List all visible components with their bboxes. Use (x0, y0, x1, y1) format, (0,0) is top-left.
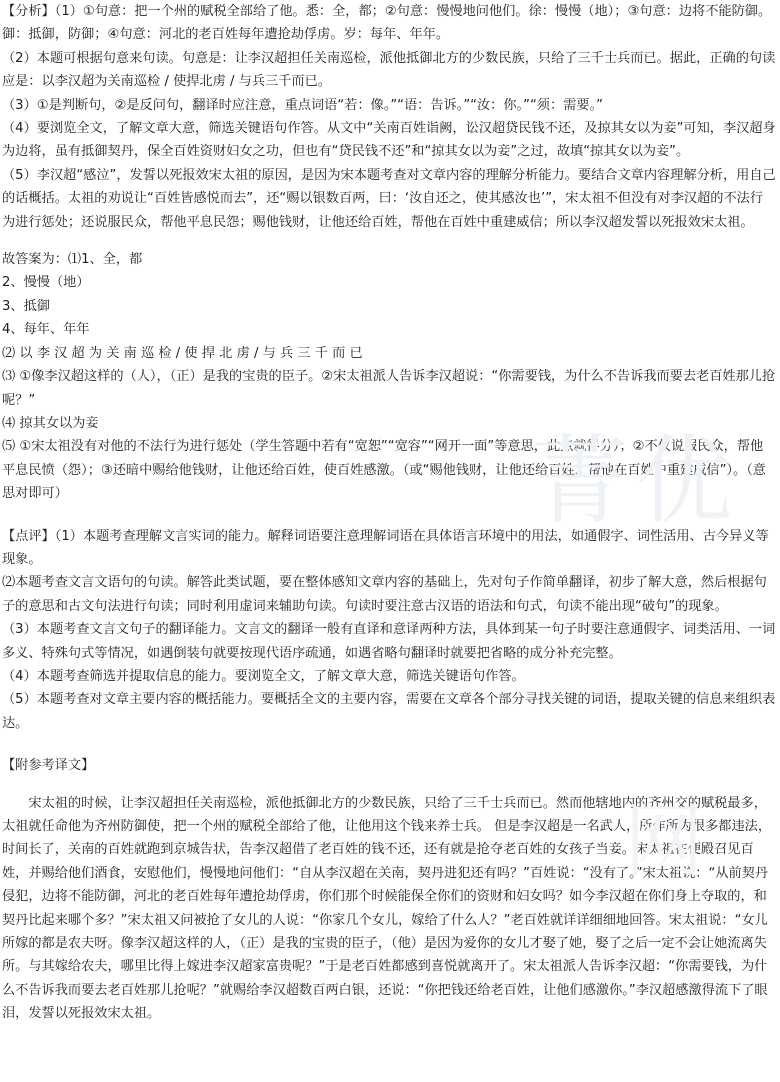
answer-line-4: 4、每年、年年 (2, 322, 90, 338)
answer-line-3: 3、抵御 (2, 298, 50, 314)
answer-punctuation: ⑵ 以 李 汉 超 为 关 南 巡 检 / 使 捍 北 虏 / 与 兵 三 千 而 已 (2, 345, 363, 361)
translation-text: 宋太祖的时候，让李汉超担任关南巡检，派他抵御北方的少数民族，只给了三千士兵而已。然而他辖地内的齐州交的赋税最多，太祖就任命他为齐州防御使，把一个州的赋税全部给了他，让他用这个钱来养士兵。 但是李汉超是一名武人，所作所为很多都违法，时间长了，关南的百姓就跑到京城告状，告李汉超借了老百姓的钱不还，还有就是抢夺老百姓的女孩子当妾。宋太祖在便殿召见百姓，并赐给他们酒食，安慰他们，慢慢地问他们：“自从李汉超在关南，契丹进犯还有吗？”百姓说：“没有了。”宋太祖说：“从前契丹侵犯，边将不能防御，河北的老百姓每年遭抢劫俘虏，你们那个时候能保全你们的资财和妇女吗？如今李汉超在你们身上夺取的，和契丹比起来哪个多？”宋太祖又问被抢了女儿的人说：“你家几个女儿，嫁给了什么人？”老百姓就详详细细地回答。宋太祖说：“女儿所嫁的都是农夫呀。像李汉超这样的人，（正）是我的宝贵的臣子，（他）是因为爱你的女儿才娶了她，娶了之后一定不会让她流离失所。与其嫁给农夫，哪里比得上嫁进李汉超家富贵呢？”于是老百姓都感到喜悦就离开了。宋太祖派人告诉李汉超：“你需要钱，为什么不告诉我而要去老百姓那儿抢呢？”就赐给李汉超数百两白银，还说：“你把钱还给老百姓，让他们感激你。”李汉超感激得流下了眼泪，发誓以死报效宋太祖。 (2, 795, 772, 1022)
comment-item-4: （4）本题考查筛选并提取信息的能力。要浏览全文，了解文章大意，筛选关键语句作答。 (2, 668, 525, 684)
watermark: 网 (624, 795, 710, 888)
comment-item-2: ⑵本题考查文言文语句的句读。解答此类试题，要在整体感知文章内容的基础上，先对句子作简单翻译，初步了解大意，然后根据句子的意思和古文句法进行句读；同时利用虚词来辅助句读。句读时要注意古汉语的语法和句式，句读不能出现“破句”的现象。 (2, 575, 767, 614)
comment-section (2, 525, 776, 736)
answer-translation: ⑶ ①像李汉超这样的（人），（正）是我的宝贵的臣子。②宋太祖派人告诉李汉超说：“你需要钱，为什么不告诉我而要去老百姓那儿抢呢？” (2, 369, 776, 408)
answer-line-2: 2、慢慢（地） (2, 275, 90, 291)
analysis-item-4: （4）要浏览全文，了解文章大意，筛选关键语句作答。从文中“关南百姓诣阙，讼汉超贷民钱不还，及掠其女以为妾”可知，李汉超身为边将，虽有抵御契丹，保全百姓资财妇女之功，但也有“贷民钱不还”和“掠其女以为妾”之过，故填“掠其女以为妾”。 (2, 121, 776, 160)
comment-item-3: （3）本题考查文言文句子的翻译能力。文言文的翻译一般有直译和意译两种方法，具体到某一句子时要注意通假字、词类活用、一词多义、特殊句式等情况，如遇倒装句就要按现代语序疏通，如遇省略句翻译时就要把省略的成分补充完整。 (2, 622, 776, 661)
translation-title: 【附参考译文】 (2, 758, 95, 774)
comment-title: 【点评】 (2, 528, 55, 544)
answer-intro: 故答案为：⑴1、全，都 (2, 252, 143, 268)
answer-fill: ⑷ 掠其女以为妾 (2, 415, 99, 431)
comment-item-1: 【点评】（1）本题考查理解文言实词的能力。解释词语要注意理解词语在具体语言环境中的用法，如通假字、词性活用、古今异义等现象。 (2, 528, 769, 567)
analysis-title: 【分析】 (2, 4, 55, 19)
answer-reason: ⑸ ①宋太祖没有对他的不法行为进行惩处（学生答题中若有“宽恕”“宽容”“网开一面”等意思，此点就得分）；②不仅说服民众，帮他平息民愤（怨）；③还暗中赐给他钱财，让他还给百姓，使百姓感激。（或“赐他钱财，让他还给百姓，帮他在百姓中重建威信”）。（意思对即可） (2, 439, 766, 502)
analysis-item-2: （2）本题可根据句意来句读。句意是：让李汉超担任关南巡检，派他抵御北方的少数民族，只给了三千士兵而已。据此，正确的句读应是：以李汉超为关南巡检 / 使捍北虏 / 与兵三千而已。 (2, 50, 776, 90)
analysis-section (2, 0, 776, 234)
analysis-item-1: 【分析】（1）①句意：把一个州的赋税全部给了他。悉：全，都；②句意：慢慢地问他们。徐：慢慢（地）；③句意：边将不能防御。御：抵御，防御；④句意：河北的老百姓每年遭抢劫俘虏。岁：每年、年年。 (2, 4, 772, 43)
analysis-item-3: （3）①是判断句，②是反问句，翻译时应注意，重点词语“若：像。”“语：告诉。”“汝：你。”“须：需要。” (2, 97, 603, 113)
watermark: 菁优 (532, 425, 740, 537)
analysis-item-5: （5）李汉超“感泣”，发誓以死报效宋太祖的原因，是因为宋本题考查对文章内容的理解分析能力。要结合文章内容理解分析，用自己的话概括。太祖的劝说让“百姓皆感悦而去”，还“赐以银数百两，曰：‘汝自还之，使其感汝也’”，宋太祖不但没有对李汉超的不法行为进行惩处；还说服民众，帮他平息民怨；赐他钱财，让他还给百姓，帮他在百姓中重建威信；所以李汉超发誓以死报效宋太祖。 (2, 167, 776, 230)
comment-item-5: （5）本题考查对文章主要内容的概括能力。要概括全文的主要内容，需要在文章各个部分寻找关键的词语，提取关键的信息来组织表达。 (2, 692, 776, 731)
translation-section (2, 754, 776, 1025)
